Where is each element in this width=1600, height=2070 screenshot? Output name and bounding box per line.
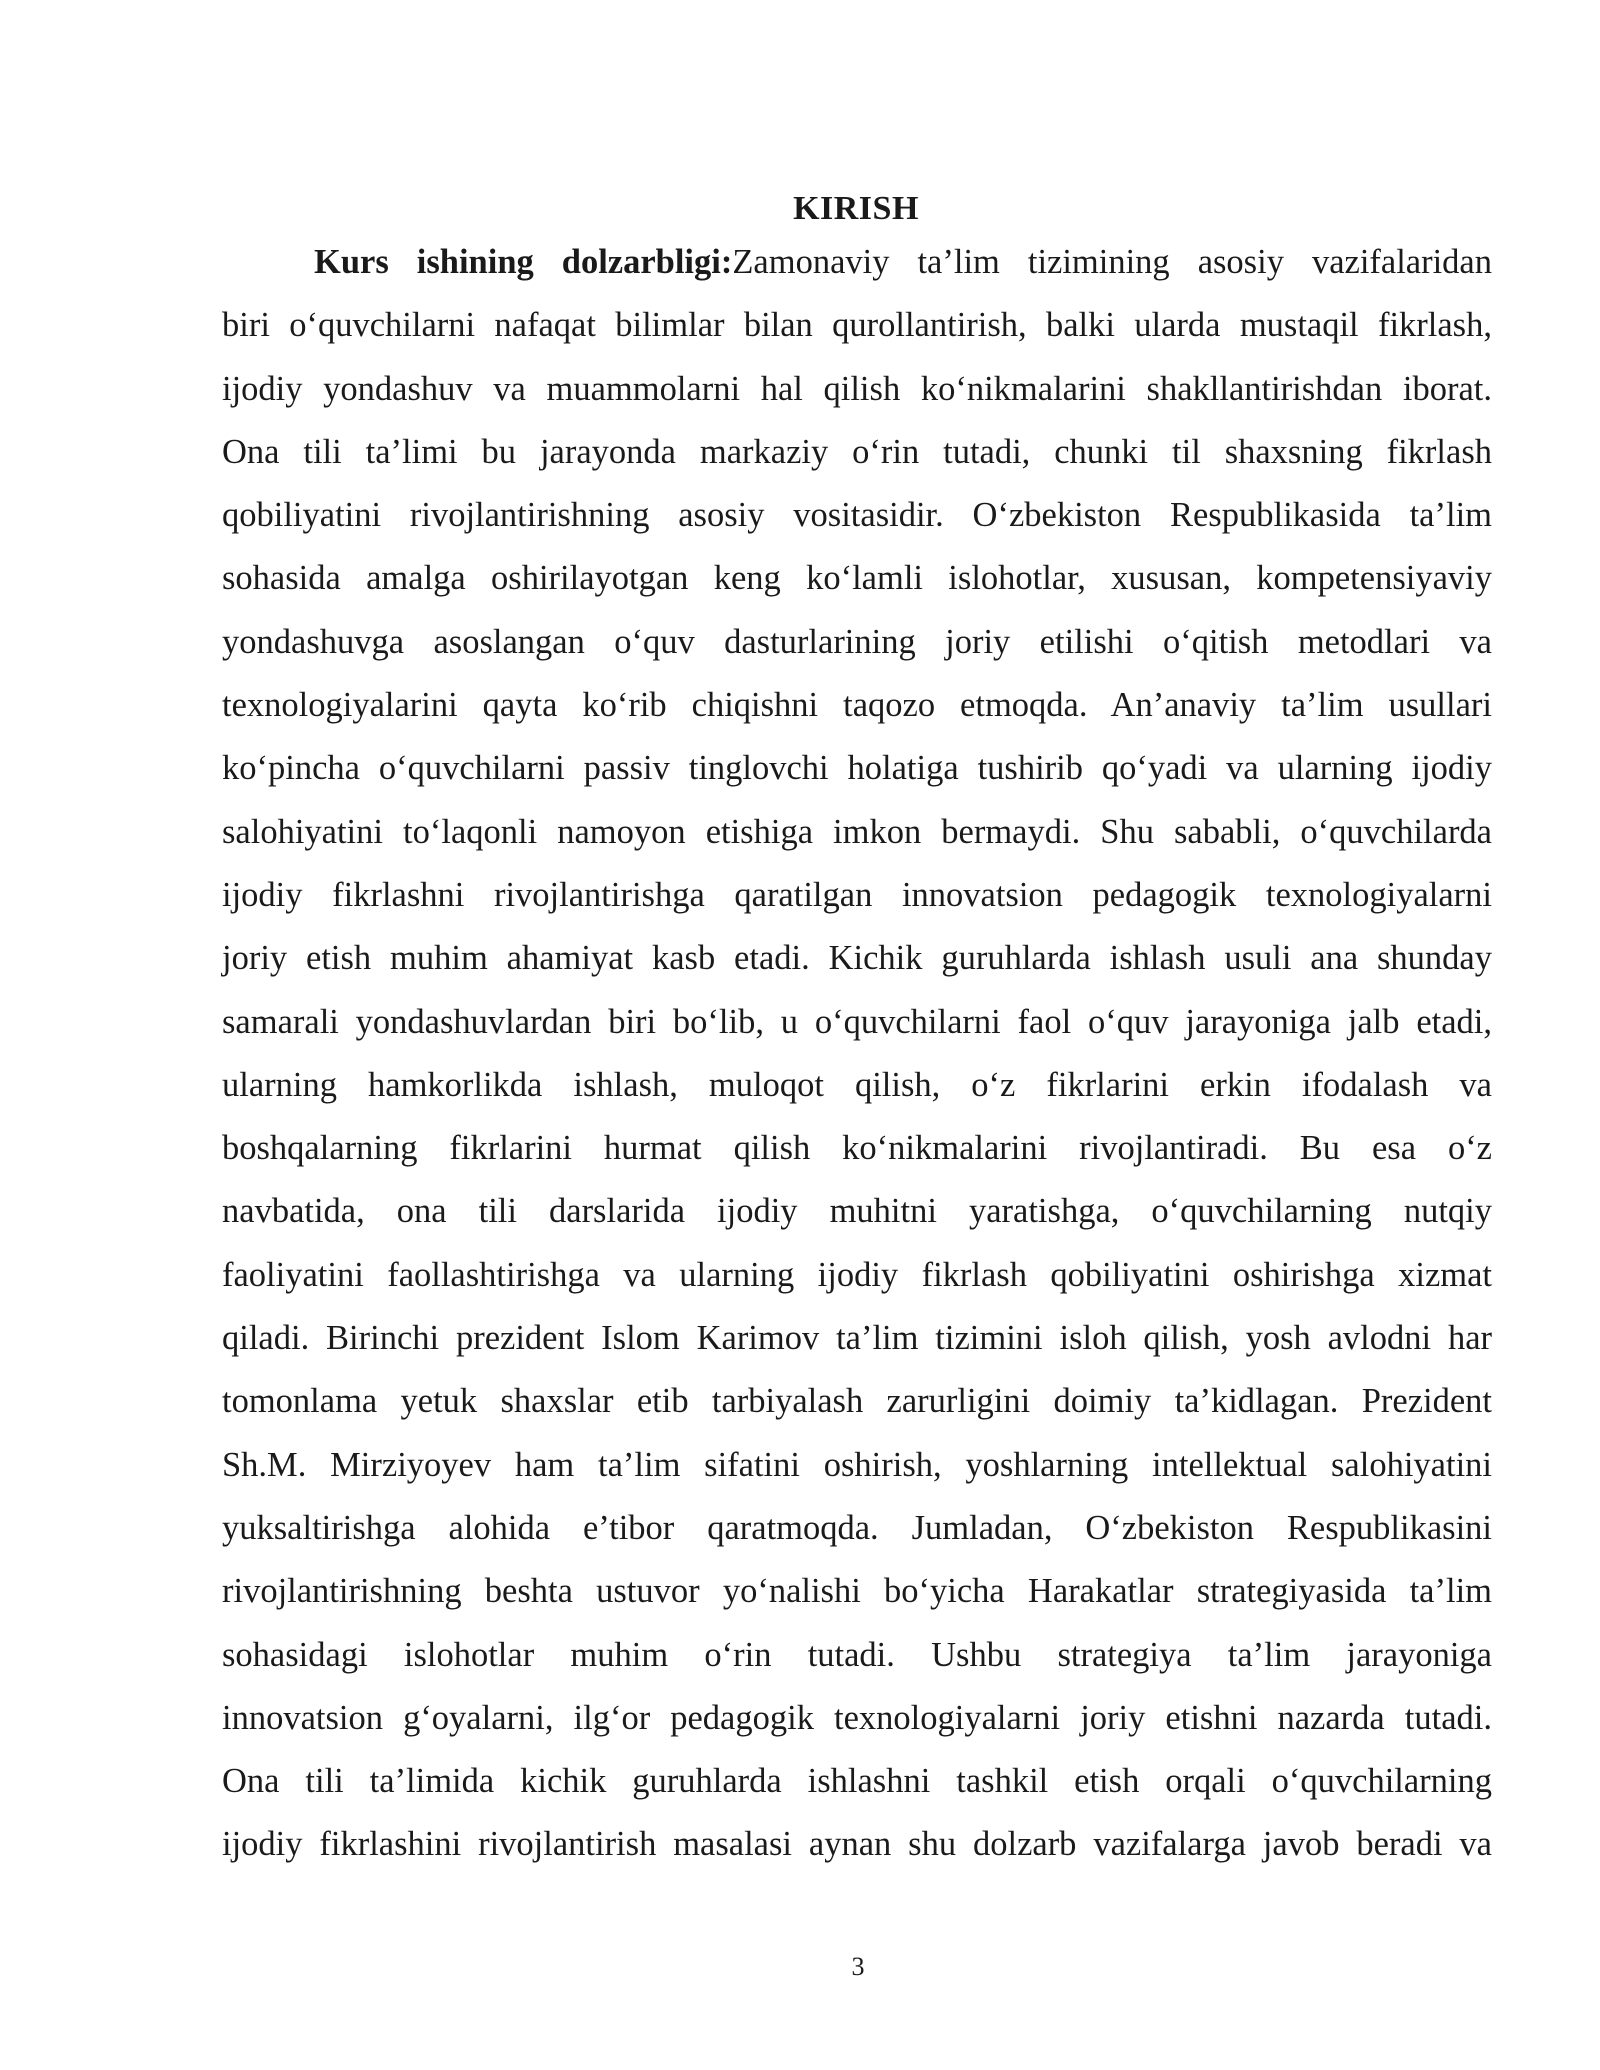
paragraph-line-text: Zamonaviy ta’lim tizimining asosiy vazifalaridan: [732, 243, 1492, 281]
paragraph-line: ijodiy yondashuv va muammolarni hal qilish ko‘nikmalarini shakllantirishdan iborat.: [222, 369, 1492, 408]
paragraph-line: ularning hamkorlikda ishlash, muloqot qilish, o‘z fikrlarini erkin ifodalash va: [222, 1065, 1492, 1104]
paragraph-line: biri o‘quvchilarni nafaqat bilimlar bilan qurollantirish, balki ularda mustaqil fikrlash,: [222, 306, 1492, 345]
page-number: 3: [851, 1952, 865, 1981]
paragraph-line: yuksaltirishga alohida e’tibor qaratmoqda. Jumladan, O‘zbekiston Respublikasini: [222, 1508, 1492, 1547]
section-lead-label: Kurs ishining dolzarbligi:: [314, 243, 733, 281]
paragraph-line: ko‘pincha o‘quvchilarni passiv tinglovchi holatiga tushirib qo‘yadi va ularning ijodiy: [222, 749, 1492, 788]
paragraph-line: sohasidagi islohotlar muhim o‘rin tutadi. Ushbu strategiya ta’lim jarayoniga: [222, 1635, 1492, 1674]
paragraph-line: innovatsion g‘oyalarni, ilg‘or pedagogik texnologiyalarni joriy etishni nazarda tutadi.: [222, 1698, 1492, 1737]
paragraph-line: Ona tili ta’limi bu jarayonda markaziy o‘rin tutadi, chunki til shaxsning fikrlash: [222, 432, 1492, 471]
paragraph-line: salohiyatini to‘laqonli namoyon etishiga imkon bermaydi. Shu sababli, o‘quvchilarda: [222, 812, 1492, 851]
paragraph-line: navbatida, ona tili darslarida ijodiy muhitni yaratishga, o‘quvchilarning nutqiy: [222, 1192, 1492, 1231]
paragraph-line: boshqalarning fikrlarini hurmat qilish ko‘nikmalarini rivojlantiradi. Bu esa o‘z: [222, 1129, 1492, 1168]
paragraph-line: qiladi. Birinchi prezident Islom Karimov ta’lim tizimini isloh qilish, yosh avlodni har: [222, 1319, 1492, 1358]
paragraph-line: rivojlantirishning beshta ustuvor yo‘nalishi bo‘yicha Harakatlar strategiyasida ta’lim: [222, 1572, 1492, 1611]
paragraph-line: texnologiyalarini qayta ko‘rib chiqishni taqozo etmoqda. An’anaviy ta’lim usullari: [222, 686, 1492, 725]
body-paragraph: [222, 237, 1492, 1883]
paragraph-line: faoliyatini faollashtirishga va ularning ijodiy fikrlash qobiliyatini oshirishga xizmat: [222, 1255, 1492, 1294]
paragraph-line: qobiliyatini rivojlantirishning asosiy vositasidir. O‘zbekiston Respublikasida ta’lim: [222, 496, 1492, 535]
page-title: KIRISH: [793, 190, 919, 227]
paragraph-line: samarali yondashuvlardan biri bo‘lib, u o‘quvchilarni faol o‘quv jarayoniga jalb etadi,: [222, 1002, 1492, 1041]
paragraph-line: sohasida amalga oshirilayotgan keng ko‘lamli islohotlar, xususan, kompetensiyaviy: [222, 559, 1492, 598]
paragraph-line: [222, 237, 1492, 300]
paragraph-line: ijodiy fikrlashini rivojlantirish masalasi aynan shu dolzarb vazifalarga javob beradi va: [222, 1825, 1492, 1864]
paragraph-line: Ona tili ta’limida kichik guruhlarda ishlashni tashkil etish orqali o‘quvchilarning: [222, 1762, 1492, 1801]
paragraph-line: ijodiy fikrlashni rivojlantirishga qaratilgan innovatsion pedagogik texnologiyalarni: [222, 875, 1492, 914]
paragraph-line: Sh.M. Mirziyoyev ham ta’lim sifatini oshirish, yoshlarning intellektual salohiyatini: [222, 1445, 1492, 1484]
paragraph-line: tomonlama yetuk shaxslar etib tarbiyalash zarurligini doimiy ta’kidlagan. Prezident: [222, 1382, 1492, 1421]
paragraph-line: yondashuvga asoslangan o‘quv dasturlarining joriy etilishi o‘qitish metodlari va: [222, 622, 1492, 661]
paragraph-line: joriy etish muhim ahamiyat kasb etadi. Kichik guruhlarda ishlash usuli ana shunday: [222, 939, 1492, 978]
